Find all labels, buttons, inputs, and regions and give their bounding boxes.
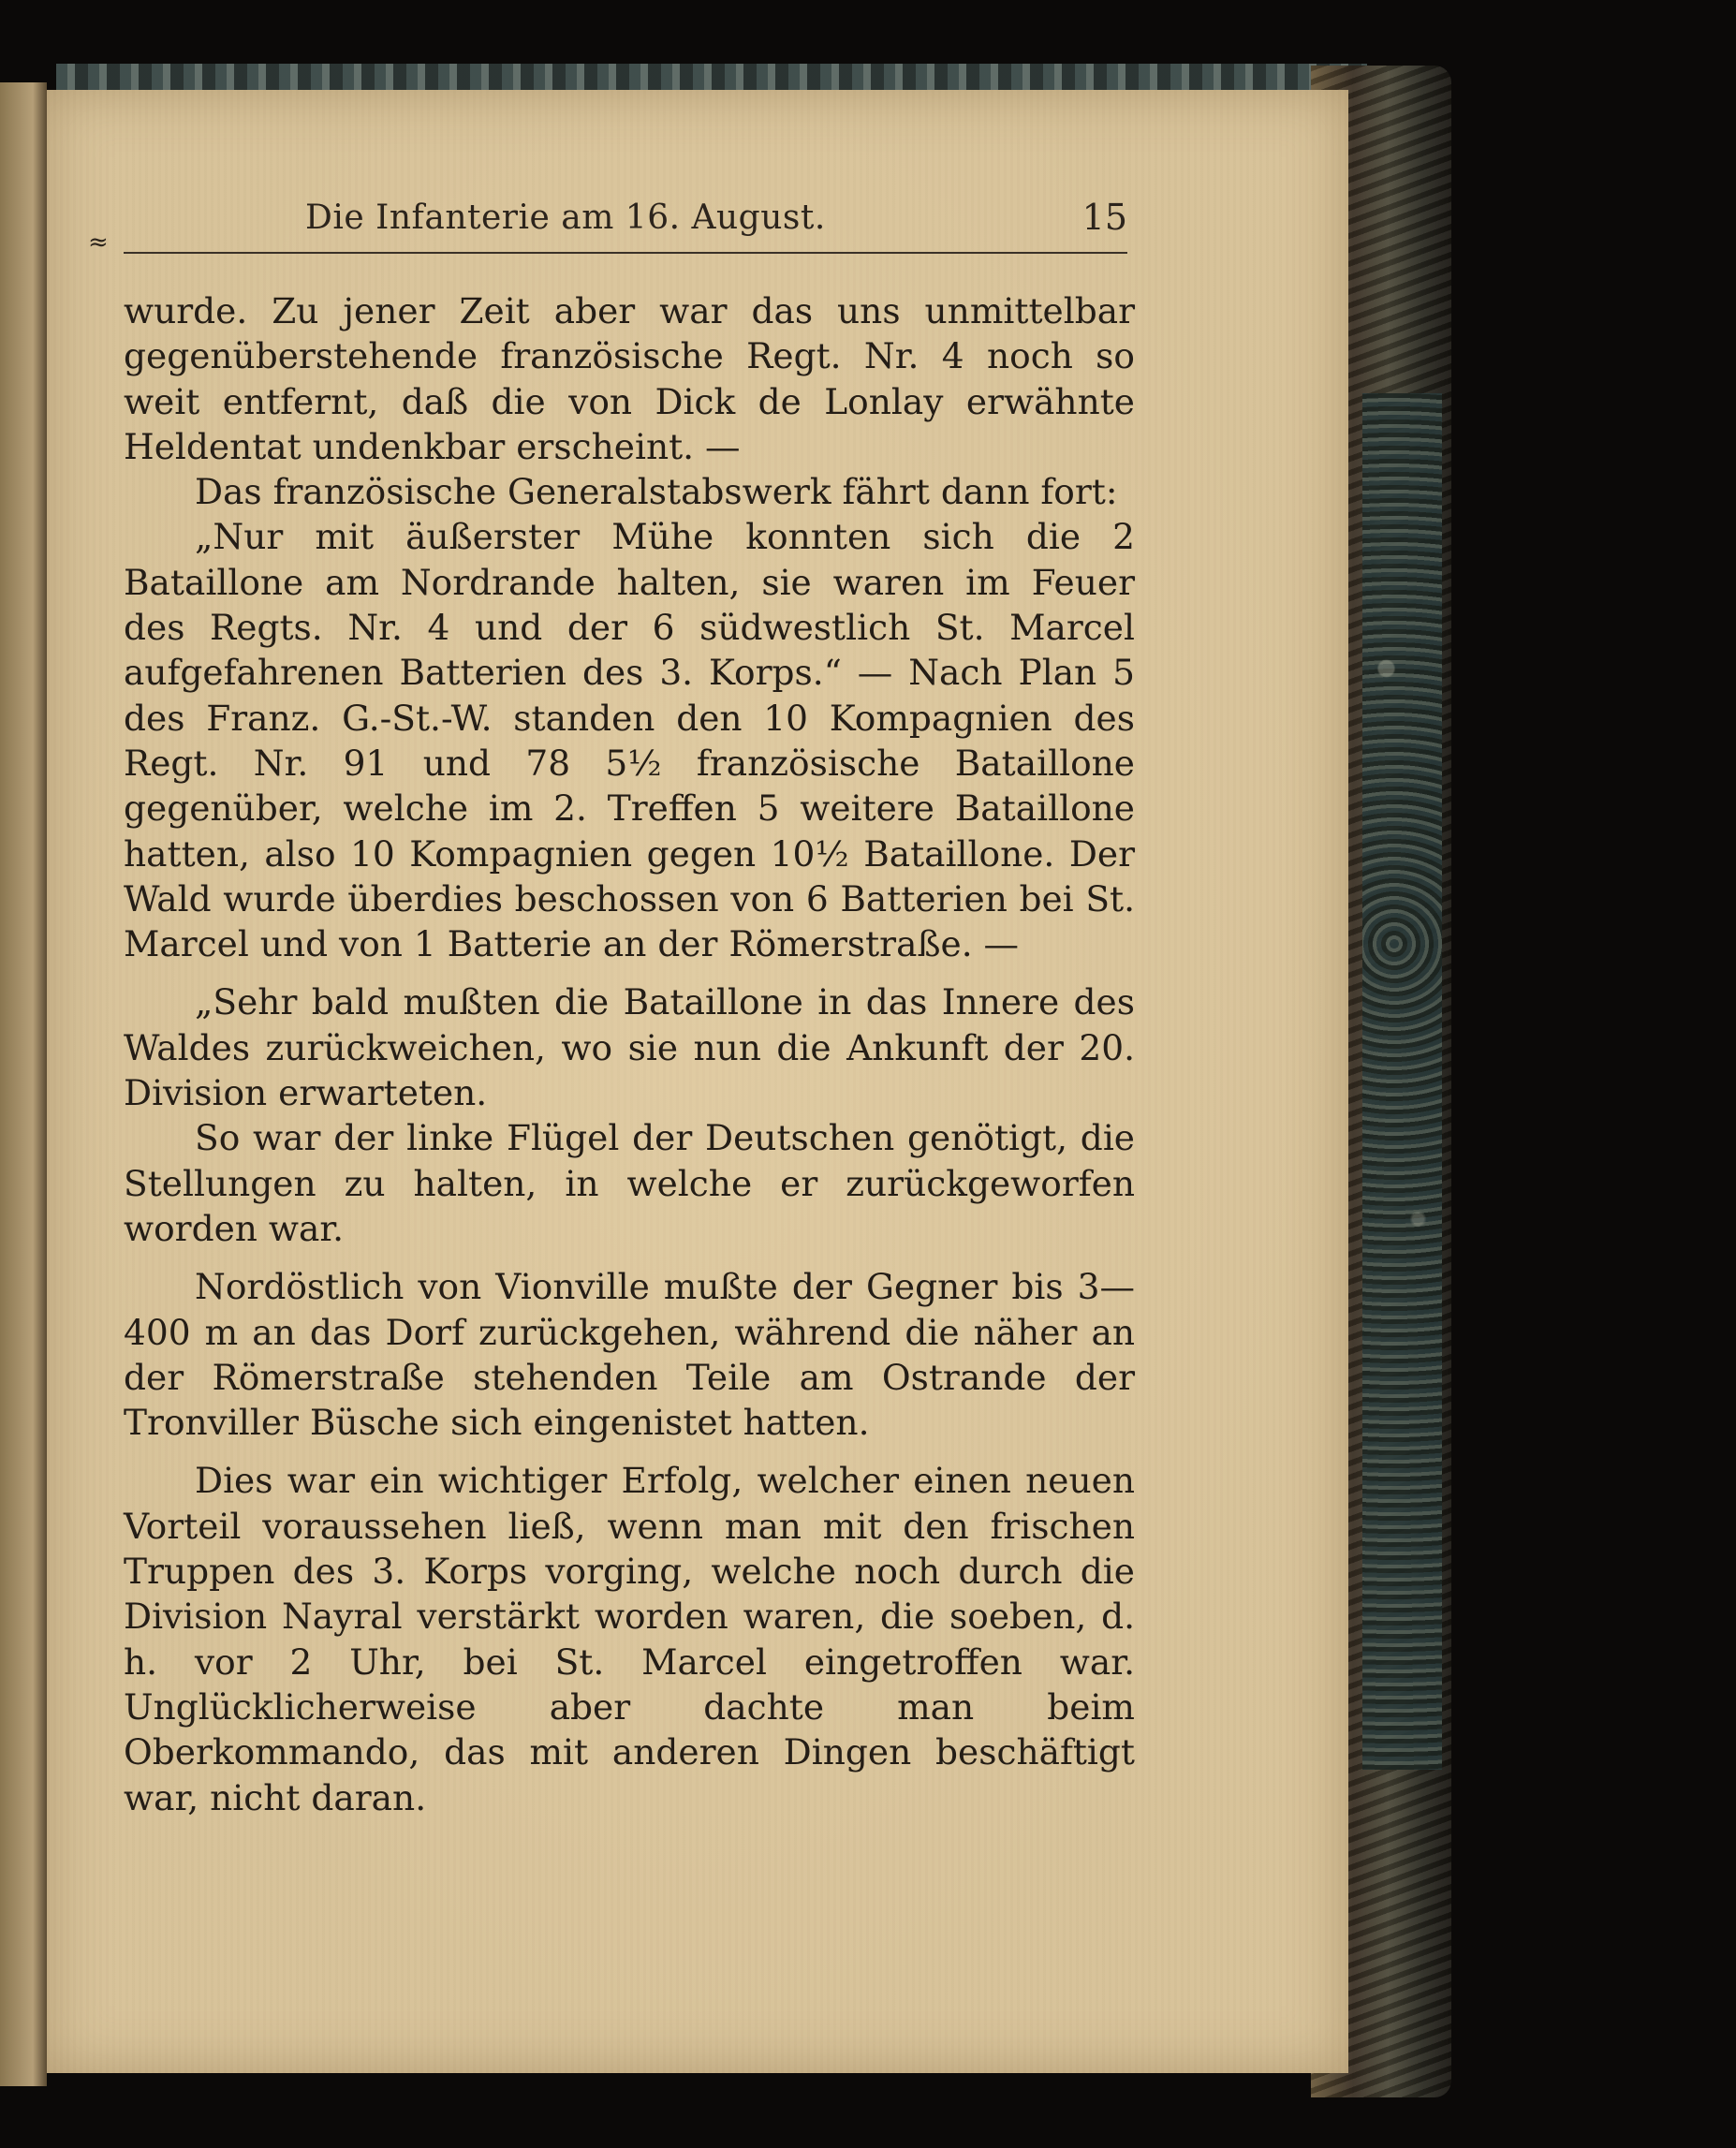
page-body <box>124 288 1135 1820</box>
paragraph-4: „Sehr bald mußten die Bataillone in das Innere des Waldes zurückweichen, wo sie nun die Ankunft der 20. Division erwarteten. <box>124 981 1135 1114</box>
page-number: 15 <box>1081 197 1127 238</box>
paragraph-7: Dies war ein wichtiger Erfolg, welcher einen neuen Vorteil voraussehen ließ, wenn man mit den frischen Truppen des 3. Korps vorging, welche noch durch die Division Nayral verstärkt worden waren, die soeben, d. h. vor 2 Uhr, bei St. Marcel eingetroffen war. Unglücklicherweise aber dachte man beim Oberkommando, das mit anderen Dingen beschäftigt war, nicht daran. <box>124 1460 1135 1818</box>
paragraph-6: Nordöstlich von Vionville mußte der Gegner bis 3—400 m an das Dorf zurückgehen, während die näher an der Römerstraße stehenden Teile am Ostrande der Tronviller Büsche sich eingenistet hatten. <box>124 1266 1135 1444</box>
header-rule <box>124 252 1127 254</box>
marbled-endpaper <box>1362 393 1442 1770</box>
paragraph-2: Das französische Generalstabswerk fährt dann fort: <box>195 471 1118 513</box>
running-title: Die Infanterie am 16. August. <box>305 199 826 237</box>
paragraph-3: „Nur mit äußerster Mühe konnten sich die 2 Bataillone am Nordrande halten, sie waren im Feuer des Regts. Nr. 4 und der 6 südwestlich St. Marcel aufgefahrenen Batterien des 3. Korps.“ — Nach Plan 5 des Franz. G.-St.-W. standen den 10 Kompagnien des Regt. Nr. 91 und 78 5½ französische Bataillone gegenüber, welche im 2. Treffen 5 weitere Bataillone hatten, also 10 Kompagnien gegen 10½ Bataillone. Der Wald wurde überdies beschossen von 6 Batterien bei St. Marcel und von 1 Batterie an der Römerstraße. — <box>124 516 1135 965</box>
paragraph-1: wurde. Zu jener Zeit aber war das uns unmittelbar gegenüberstehende französische Regt. Nr. 4 noch so weit entfernt, daß die von Dick de Lonlay erwähnte Heldentat undenkbar erscheint. — <box>124 290 1135 467</box>
book-page <box>47 90 1348 2073</box>
signature-mark: ≈ <box>88 228 109 257</box>
previous-page-edge <box>0 82 47 2086</box>
paragraph-5: So war der linke Flügel der Deutschen genötigt, die Stellungen zu halten, in welche er zurückgeworfen worden war. <box>124 1117 1135 1249</box>
